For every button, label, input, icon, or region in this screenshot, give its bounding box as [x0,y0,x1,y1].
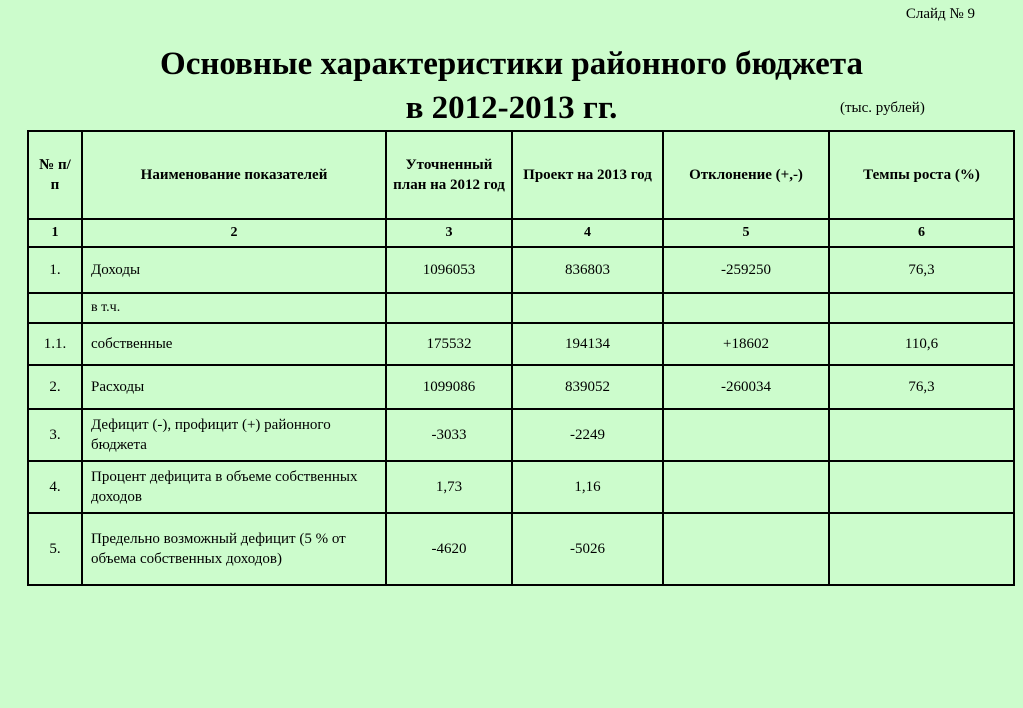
header-cell: Темпы роста (%) [829,131,1014,219]
table-row [28,323,1014,365]
project-2013-cell: -5026 [512,513,663,585]
table-row [28,461,1014,513]
row-number: 5. [28,513,82,585]
indicator-name: Доходы [82,247,386,293]
header-cell: Отклонение (+,-) [663,131,829,219]
table-row [28,293,1014,323]
growth-rate-cell [829,513,1014,585]
slide-number: Слайд № 9 [905,6,975,22]
deviation-cell: -260034 [663,365,829,409]
plan-2012-cell [386,293,512,323]
project-2013-cell: 839052 [512,365,663,409]
page-title: Основные характеристики районного бюджета [160,46,863,82]
row-number: 2. [28,365,82,409]
column-number: 2 [82,219,386,247]
column-number: 4 [512,219,663,247]
project-2013-cell: 1,16 [512,461,663,513]
table-row [28,409,1014,461]
project-2013-cell [512,293,663,323]
table-header-row [28,131,1014,219]
deviation-cell [663,293,829,323]
plan-2012-cell: 175532 [386,323,512,365]
plan-2012-cell: -4620 [386,513,512,585]
deviation-cell: +18602 [663,323,829,365]
column-number: 1 [28,219,82,247]
plan-2012-cell: -3033 [386,409,512,461]
column-number: 5 [663,219,829,247]
indicator-name: Расходы [82,365,386,409]
header-cell: Проект на 2013 год [512,131,663,219]
header-cell: Наименование показателей [82,131,386,219]
project-2013-cell: 194134 [512,323,663,365]
growth-rate-cell [829,409,1014,461]
indicator-name: в т.ч. [82,293,386,323]
growth-rate-cell: 110,6 [829,323,1014,365]
row-number: 4. [28,461,82,513]
project-2013-cell: -2249 [512,409,663,461]
units-label: (тыс. рублей) [840,100,925,116]
row-number [28,293,82,323]
header-cell: № п/п [28,131,82,219]
table-row [28,247,1014,293]
growth-rate-cell [829,293,1014,323]
plan-2012-cell: 1099086 [386,365,512,409]
growth-rate-cell: 76,3 [829,365,1014,409]
indicator-name: Предельно возможный дефицит (5 % от объема собственных доходов) [82,513,386,585]
row-number: 1. [28,247,82,293]
deviation-cell: -259250 [663,247,829,293]
deviation-cell [663,513,829,585]
row-number: 3. [28,409,82,461]
column-number: 3 [386,219,512,247]
growth-rate-cell: 76,3 [829,247,1014,293]
column-number-row [28,219,1014,247]
indicator-name: собственные [82,323,386,365]
table-row [28,365,1014,409]
plan-2012-cell: 1096053 [386,247,512,293]
table-row [28,513,1014,585]
column-number: 6 [829,219,1014,247]
page-subtitle: в 2012-2013 гг. [405,90,618,126]
deviation-cell [663,409,829,461]
project-2013-cell: 836803 [512,247,663,293]
row-number: 1.1. [28,323,82,365]
plan-2012-cell: 1,73 [386,461,512,513]
indicator-name: Процент дефицита в объеме собственных доходов [82,461,386,513]
indicator-name: Дефицит (-), профицит (+) районного бюджета [82,409,386,461]
deviation-cell [663,461,829,513]
budget-table [27,130,1015,586]
header-cell: Уточненный план на 2012 год [386,131,512,219]
growth-rate-cell [829,461,1014,513]
